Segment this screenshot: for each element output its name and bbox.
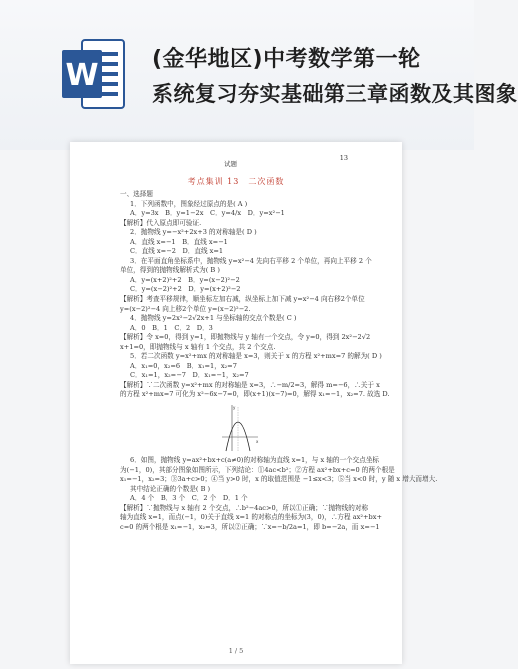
document-title-line-2: 系统复习夯实基础第三章函数及其图象	[152, 82, 518, 106]
text-line: A．y=3x B．y=1−2x C．y=4/x D．y=x²−1	[130, 209, 285, 218]
text-line: A．直线 x=−1 B．直线 x=−1	[130, 237, 228, 246]
text-line: C．x₁=1，x₂=−7 D．x₁=−1，x₂=7	[130, 371, 249, 380]
text-line: 【解析】考查平移规律，顺坐标左加右减，纵坐标上加下减 y=x²−4 向右移2个单位	[120, 295, 365, 304]
page-content	[120, 190, 438, 532]
text-line: A．y=(x+2)²+2 B．y=(x−2)²−2	[130, 275, 240, 284]
text-line: 【解析】令 x=0，得到 y=1，即抛物线与 y 轴有一个交点，令 y=0，得到 2x²−2√2	[120, 333, 371, 342]
svg-text:x: x	[256, 439, 259, 445]
text-line: 【解析】∵抛物线与 x 轴有 2 个交点，∴b²−4ac>0，所以①正确；∵抛物线的对称	[120, 503, 369, 512]
text-line: 6．如图，抛物线 y=ax²+bx+c(a≠0)的对称轴为直线 x=1，与 x 轴的一个交点坐标	[130, 456, 380, 465]
text-line: 2．抛物线 y=−x²+2x+3 的对称轴是( D )	[130, 228, 257, 237]
text-line: 的方程 x²+mx=7 可化为 x²−6x−7=0，即(x+1)(x−7)=0，解得 x₁=−1，x₂=7. 故选 D.	[120, 390, 390, 399]
header-banner	[0, 0, 518, 150]
text-line: 单位，得到的抛物线解析式为( B )	[120, 266, 220, 275]
text-line: 其中结论正确的个数是( B )	[130, 484, 211, 493]
page-number-label: 13	[339, 154, 348, 162]
text-line: 轴为直线 x=1，而点(−1，0)关于直线 x=1 的对称点的坐标为(3，0)，∴方程 ax²+bx+	[120, 513, 382, 522]
parabola-graph-svg	[220, 403, 260, 453]
text-line: x+1=0，即抛物线与 x 轴有 1 个交点，共 2 个交点.	[120, 342, 276, 351]
text-line: C．y=(x−2)²+2 D．y=(x+2)²−2	[130, 285, 241, 294]
section-heading: 考点集训 13 二次函数	[187, 177, 285, 186]
text-line: 【解析】代入原点即可验证.	[120, 218, 202, 227]
page-label: 试题	[224, 160, 237, 168]
text-line: 【解析】∵二次函数 y=x²+mx 的对称轴是 x=3，∴−m/2=3，解得 m=−6，∴关于 x	[120, 380, 380, 389]
parabola-figure	[220, 403, 260, 453]
page-footer: 1 / 5	[228, 646, 244, 655]
text-line: 5．若二次函数 y=x²+mx 的对称轴是 x=3，则关于 x 的方程 x²+mx=7 的解为( D )	[130, 352, 382, 361]
document-page	[70, 142, 438, 664]
text-line: C．直线 x=−2 D．直线 x=1	[130, 247, 224, 256]
text-line: A．x₁=0，x₂=6 B．x₁=1，x₂=7	[130, 361, 237, 370]
document-title-line-1: (金华地区)中考数学第一轮	[152, 47, 421, 72]
word-icon	[60, 36, 126, 112]
text-line: x₁=−1，x₂=3；③3a+c>0；④当 y>0 时，x 的取值范围是 −1≤x<3；⑤当 x<0 时，y 随 x 增大而增大.	[120, 475, 438, 484]
text-line: 4．抛物线 y=2x²−2√2x+1 与坐标轴的交点个数是( C )	[130, 314, 297, 323]
text-line: 1．下列函数中，图象经过原点的是( A )	[130, 199, 248, 208]
text-line: 一、选择题	[120, 190, 153, 198]
svg-text:W: W	[65, 58, 99, 93]
text-line: 3．在平面直角坐标系中，抛物线 y=x²−4 先向右平移 2 个单位，再向上平移 2 个	[130, 256, 372, 265]
text-line: A．0 B．1 C．2 D．3	[130, 323, 213, 332]
text-line: A．4 个 B．3 个 C．2 个 D．1 个	[130, 494, 248, 503]
text-line: 为(−1，0)，其部分图象如图所示，下列结论：①4ac<b²；②方程 ax²+bx+c=0 的两个根是	[120, 465, 395, 474]
svg-text:y: y	[233, 405, 236, 411]
text-line: c=0 的两个根是 x₁=−1，x₂=3，所以②正确；∵x=−b/2a=1，即 b=−2a，而 x=−1	[120, 522, 380, 531]
text-line: y=(x−2)²−4 向上移2个单位 y=(x−2)²−2.	[120, 304, 251, 313]
